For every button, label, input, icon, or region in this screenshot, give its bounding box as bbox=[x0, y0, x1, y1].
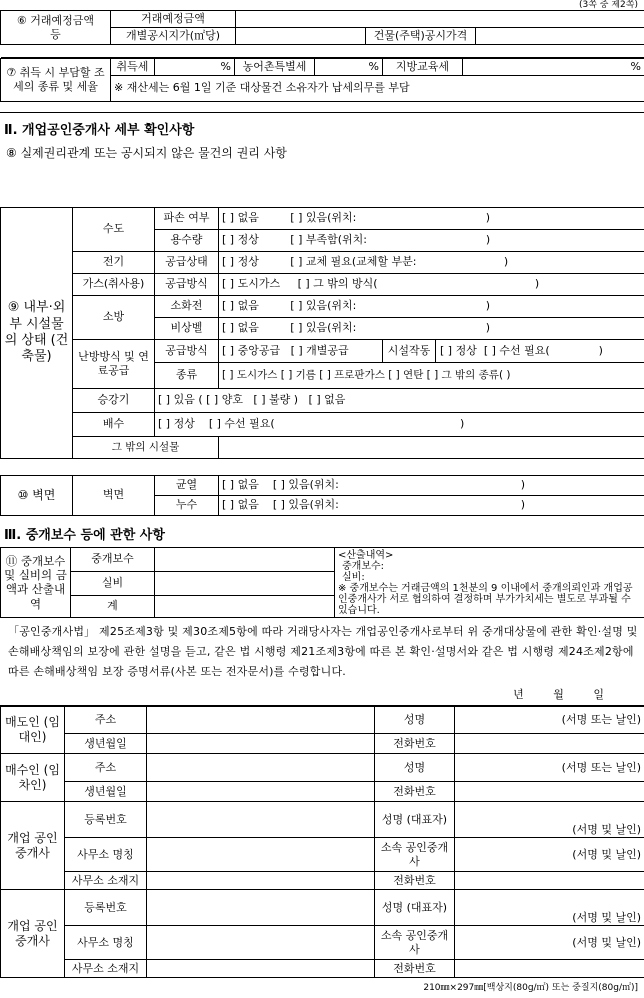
heat-kind-label: 종류 bbox=[155, 362, 219, 388]
tax1-label: 취득세 bbox=[111, 59, 155, 76]
buyer-phone-value[interactable] bbox=[455, 782, 644, 802]
fee-table bbox=[0, 547, 644, 618]
agent1-reg-label: 등록번호 bbox=[65, 802, 147, 838]
seller-birth-value[interactable] bbox=[147, 734, 375, 754]
agent2-phone-label: 전화번호 bbox=[375, 960, 455, 978]
price-tax-table bbox=[0, 10, 644, 58]
amount-label: 용수량 bbox=[155, 229, 219, 251]
wall-table bbox=[0, 475, 644, 516]
s10-label: ⑩ 벽면 bbox=[1, 475, 73, 515]
total-label: 계 bbox=[71, 595, 155, 617]
leak-options[interactable]: [ ] 없음 [ ] 있음(위치: ) bbox=[219, 495, 644, 515]
agent1-office-label: 사무소 명칭 bbox=[65, 838, 147, 872]
gas-method-label: 공급방식 bbox=[155, 273, 219, 295]
agent1-phone-value[interactable] bbox=[455, 872, 644, 890]
seller-birth-label: 생년월일 bbox=[65, 734, 147, 754]
page-number: (3쪽 중 제2쪽) bbox=[579, 0, 638, 10]
crack-options[interactable]: [ ] 없음 [ ] 있음(위치: ) bbox=[219, 475, 644, 495]
agent2-reg-value[interactable] bbox=[147, 890, 375, 926]
s6-price-value[interactable] bbox=[236, 11, 644, 28]
other-facility-label: 그 밖의 시설물 bbox=[73, 436, 219, 458]
damage-options[interactable]: [ ] 없음 [ ] 있음(위치: ) bbox=[219, 207, 644, 229]
elevator-options[interactable]: [ ] 있음 ( [ ] 양호 [ ] 불량 ) [ ] 없음 bbox=[155, 388, 644, 412]
seller-addr-value[interactable] bbox=[147, 706, 375, 734]
s6-price-label: 거래예정금액 bbox=[111, 11, 236, 28]
section3-title: Ⅲ. 중개보수 등에 관한 사항 bbox=[4, 527, 165, 543]
heat-method-row bbox=[219, 339, 644, 362]
agent2-office-label: 사무소 명칭 bbox=[65, 926, 147, 960]
expense-label: 실비 bbox=[71, 571, 155, 595]
seller-addr-label: 주소 bbox=[65, 706, 147, 734]
item8-title: ⑧ 실제권리관계 또는 공시되지 않은 물건의 권리 사항 bbox=[6, 145, 287, 160]
detail-note: ※ 중개보수는 거래금액의 1천분의 9 이내에서 중개의뢰인과 개업공인중개사가 서로 협의하여 결정하며 부가가치세는 별도로 부과될 수 있습니다. bbox=[338, 582, 633, 616]
heat-work-label: 시설작동 bbox=[382, 340, 436, 362]
facility-table bbox=[0, 207, 644, 459]
gas-options[interactable]: [ ] 도시가스 [ ] 그 밖의 방식( ) bbox=[219, 273, 644, 295]
hydrant-label: 소화전 bbox=[155, 295, 219, 317]
heat-work-options[interactable]: [ ] 정상 [ ] 수선 필요( ) bbox=[440, 343, 603, 357]
s6-label: ⑥ 거래예정금액 등 bbox=[1, 11, 111, 45]
fee-label: 중개보수 bbox=[71, 547, 155, 571]
leak-label: 누수 bbox=[155, 495, 219, 515]
agent2-loc-label: 사무소 소재지 bbox=[65, 960, 147, 978]
agent1-belong-label: 소속 공인중개사 bbox=[375, 838, 455, 872]
agent2-belong-label: 소속 공인중개사 bbox=[375, 926, 455, 960]
agent1-office-value[interactable] bbox=[147, 838, 375, 872]
agent2-sign2[interactable]: (서명 및 날인) bbox=[455, 926, 644, 960]
seller-label: 매도인 (임대인) bbox=[1, 706, 65, 754]
s9-label: ⑨ 내부·외부 시설물의 상태 (건축물) bbox=[1, 207, 73, 458]
date-line bbox=[0, 684, 644, 705]
heat-kind-options[interactable]: [ ] 도시가스 [ ] 기름 [ ] 프로판가스 [ ] 연탄 [ ] 그 밖의 종류( ) bbox=[219, 362, 644, 388]
supply-options[interactable]: [ ] 정상 [ ] 교체 필요(교체할 부분: ) bbox=[219, 251, 644, 273]
s6-land-price-value[interactable] bbox=[236, 28, 366, 45]
bell-options[interactable]: [ ] 없음 [ ] 있음(위치: ) bbox=[219, 317, 644, 339]
s11-label: ⑪ 중개보수 및 실비의 금액과 산출내역 bbox=[1, 547, 71, 617]
agent1-phone-label: 전화번호 bbox=[375, 872, 455, 890]
fire-label: 소방 bbox=[73, 295, 155, 339]
tax3-pct[interactable]: % bbox=[463, 59, 644, 76]
crack-label: 균열 bbox=[155, 475, 219, 495]
agent1-reg-value[interactable] bbox=[147, 802, 375, 838]
agent2-office-value[interactable] bbox=[147, 926, 375, 960]
seller-phone-label: 전화번호 bbox=[375, 734, 455, 754]
statement-text: 「공인중개사법」 제25조제3항 및 제30조제5항에 따라 거래당사자는 개업공인중개사로부터 위 중개대상물에 관한 확인·설명 및 손해배상책임의 보장에 관한 설명을 듣고, 같은 법 시행령 제21조제3항에 따른 본 확인·설명서와 같은 법 시행령 제24조제2항에 따른 손해배상책임 보장 증명서류(사본 또는 전자문서)를 수령합니다. bbox=[8, 624, 638, 678]
tax2-pct[interactable]: % bbox=[315, 59, 383, 76]
drain-label: 배수 bbox=[73, 412, 155, 436]
signature-table bbox=[0, 705, 644, 979]
agent2-name-label: 성명 (대표자) bbox=[375, 890, 455, 926]
item8-content[interactable] bbox=[0, 161, 644, 207]
buyer-name-label: 성명 bbox=[375, 754, 455, 782]
seller-phone-value[interactable] bbox=[455, 734, 644, 754]
paper-spec-footer: 210㎜×297㎜[백상지(80g/㎡) 또는 중질지(80g/㎡)] bbox=[423, 983, 638, 994]
elec-label: 전기 bbox=[73, 251, 155, 273]
section2-title: Ⅱ. 개업공인중개사 세부 확인사항 bbox=[0, 112, 644, 142]
heat-method-options[interactable]: [ ] 중앙공급 [ ] 개별공급 bbox=[222, 343, 349, 357]
elevator-label: 승강기 bbox=[73, 388, 155, 412]
s6-building-price-value[interactable] bbox=[476, 28, 644, 45]
year-label: 년 bbox=[513, 687, 524, 701]
amount-options[interactable]: [ ] 정상 [ ] 부족함(위치: ) bbox=[219, 229, 644, 251]
tax-table bbox=[0, 58, 644, 102]
gas-label: 가스(취사용) bbox=[73, 273, 155, 295]
damage-label: 파손 여부 bbox=[155, 207, 219, 229]
buyer-birth-label: 생년월일 bbox=[65, 782, 147, 802]
water-label: 수도 bbox=[73, 207, 155, 251]
buyer-phone-label: 전화번호 bbox=[375, 782, 455, 802]
s7-label: ⑦ 취득 시 부담할 조세의 종류 및 세율 bbox=[1, 59, 111, 102]
fee-value[interactable] bbox=[155, 547, 335, 571]
buyer-addr-label: 주소 bbox=[65, 754, 147, 782]
agent1-sign2[interactable]: (서명 및 날인) bbox=[455, 838, 644, 872]
expense-value[interactable] bbox=[155, 571, 335, 595]
buyer-label: 매수인 (임차인) bbox=[1, 754, 65, 802]
heat-label: 난방방식 및 연료공급 bbox=[73, 339, 155, 388]
agent1-name-label: 성명 (대표자) bbox=[375, 802, 455, 838]
day-label: 일 bbox=[593, 687, 604, 701]
fee-detail bbox=[335, 547, 644, 617]
agent2-loc-value[interactable] bbox=[147, 960, 375, 978]
agent1-sign1[interactable]: (서명 및 날인) bbox=[455, 802, 644, 838]
seller-name-label: 성명 bbox=[375, 706, 455, 734]
total-value[interactable] bbox=[155, 595, 335, 617]
supply-label: 공급상태 bbox=[155, 251, 219, 273]
detail-fee: 중개보수: bbox=[342, 560, 385, 572]
s6-building-price-label: 건물(주택)공시가격 bbox=[366, 28, 476, 45]
s7-note: ※ 재산세는 6월 1일 기준 대상물건 소유자가 납세의무를 부담 bbox=[111, 75, 644, 101]
other-facility-value[interactable] bbox=[219, 436, 644, 458]
wall-label: 벽면 bbox=[73, 475, 155, 515]
agent2-label: 개업 공인중개사 bbox=[1, 890, 65, 978]
agent1-loc-value[interactable] bbox=[147, 872, 375, 890]
seller-sign[interactable]: (서명 또는 날인) bbox=[455, 706, 644, 734]
tax2-label: 농어촌특별세 bbox=[235, 59, 315, 76]
agent1-loc-label: 사무소 소재지 bbox=[65, 872, 147, 890]
agent2-reg-label: 등록번호 bbox=[65, 890, 147, 926]
drain-options[interactable]: [ ] 정상 [ ] 수선 필요( ) bbox=[155, 412, 644, 436]
agent2-sign1[interactable]: (서명 및 날인) bbox=[455, 890, 644, 926]
hydrant-options[interactable]: [ ] 없음 [ ] 있음(위치: ) bbox=[219, 295, 644, 317]
tax3-label: 지방교육세 bbox=[383, 59, 463, 76]
agent2-phone-value[interactable] bbox=[455, 960, 644, 978]
tax1-pct[interactable]: % bbox=[155, 59, 235, 76]
heat-method-label: 공급방식 bbox=[155, 339, 219, 362]
buyer-sign[interactable]: (서명 또는 날인) bbox=[455, 754, 644, 782]
s6-land-price-label: 개별공시지가(㎡당) bbox=[111, 28, 236, 45]
buyer-addr-value[interactable] bbox=[147, 754, 375, 782]
bell-label: 비상벨 bbox=[155, 317, 219, 339]
detail-title: <산출내역> bbox=[338, 549, 394, 561]
agent1-label: 개업 공인중개사 bbox=[1, 802, 65, 890]
buyer-birth-value[interactable] bbox=[147, 782, 375, 802]
month-label: 월 bbox=[553, 687, 564, 701]
detail-expense: 실비: bbox=[342, 571, 365, 583]
